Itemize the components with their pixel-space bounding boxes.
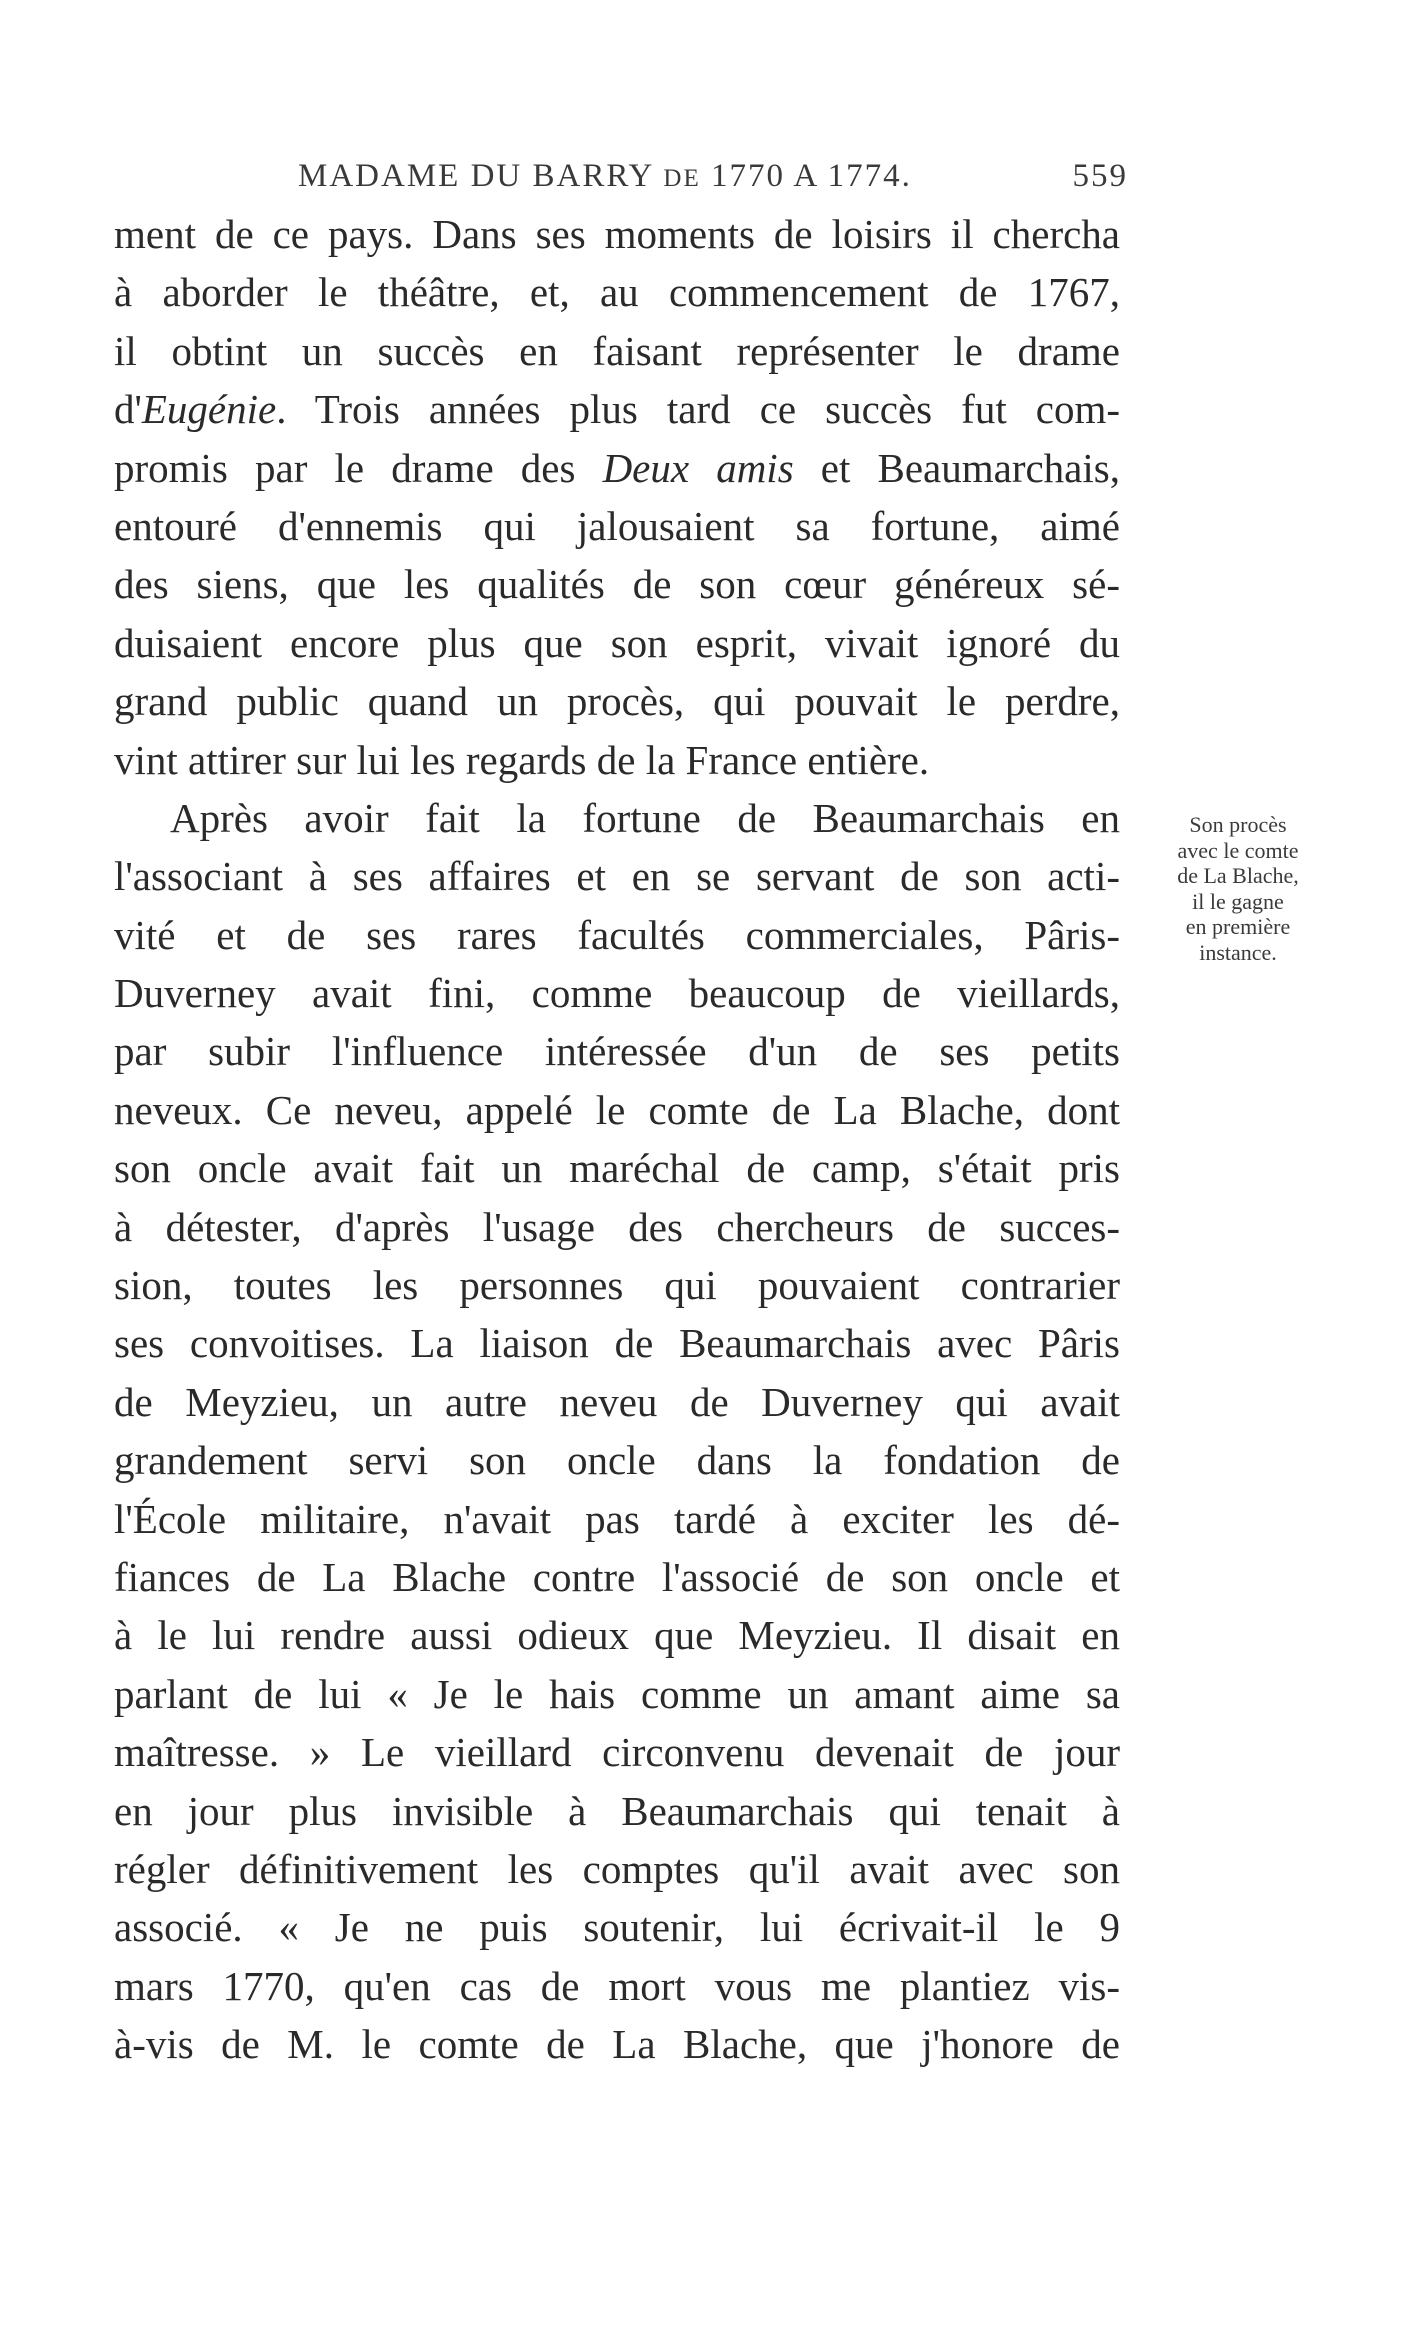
body-text — [114, 205, 1120, 2074]
text-line: neveux. Ce neveu, appelé le comte de La Blache, dont — [114, 1086, 1120, 1133]
running-head — [298, 158, 1128, 198]
text-line: fiances de La Blache contre l'associé de son oncle et — [114, 1553, 1120, 1600]
text-line: vité et de ses rares facultés commerciales, Pâris- — [114, 911, 1120, 958]
text-line: parlant de lui « Je le hais comme un amant aime sa — [114, 1670, 1120, 1717]
text-line: à le lui rendre aussi odieux que Meyzieu. Il disait en — [114, 1612, 1120, 1659]
text-line: sion, toutes les personnes qui pouvaient contrarier — [114, 1262, 1120, 1309]
text-line: régler définitivement les comptes qu'il avait avec son — [114, 1845, 1120, 1892]
text-line: des siens, que les qualités de son cœur généreux sé- — [114, 561, 1120, 608]
text-line: à aborder le théâtre, et, au commencement de 1767, — [114, 269, 1120, 316]
margin-note-line: il le gagne — [1192, 888, 1284, 914]
text-line: ment de ce pays. Dans ses moments de loisirs il chercha — [114, 211, 1120, 257]
text-line: l'École militaire, n'avait pas tardé à exciter les dé- — [114, 1495, 1120, 1542]
text-line: son oncle avait fait un maréchal de camp, s'était pris — [114, 1145, 1120, 1192]
italic-title-eugenie: Eugénie — [141, 386, 277, 433]
text-line: de Meyzieu, un autre neveu de Duverney qui avait — [114, 1378, 1120, 1425]
text-line: en jour plus invisible à Beaumarchais qui tenait à — [114, 1787, 1120, 1834]
margin-note-line: Son procès — [1189, 812, 1287, 837]
text-line: l'associant à ses affaires et en se servant de son acti- — [114, 853, 1120, 900]
text-line: à détester, d'après l'usage des chercheurs de succes- — [114, 1203, 1120, 1250]
page-number: 559 — [1072, 158, 1128, 194]
italic-title-deux-amis: Deux amis — [602, 444, 794, 491]
text-line: entouré d'ennemis qui jalousaient sa fortune, aimé — [114, 502, 1120, 549]
text-line: à-vis de M. le comte de La Blache, que j'honore de — [114, 2021, 1120, 2068]
text-line — [114, 380, 1120, 438]
running-title-main: MADAME DU BARRY — [298, 158, 664, 194]
margin-note-line: avec le comte — [1177, 837, 1299, 863]
text-line: il obtint un succès en faisant représenter le drame — [114, 327, 1120, 374]
text-fragment: . Trois années plus tard ce succès fut com- — [276, 386, 1120, 433]
text-fragment: et Beaumarchais, — [793, 444, 1120, 491]
margin-note — [1138, 812, 1338, 965]
text-line: vint attirer sur lui les regards de la France entière. — [114, 736, 930, 783]
text-line: Duverney avait fini, comme beaucoup de vieillards, — [114, 970, 1120, 1017]
text-line: associé. « Je ne puis soutenir, lui écrivait-il le 9 — [114, 1904, 1120, 1951]
text-line — [114, 439, 1120, 497]
text-line: grandement servi son oncle dans la fondation de — [114, 1437, 1120, 1484]
text-line: ses convoitises. La liaison de Beaumarchais avec Pâris — [114, 1320, 1120, 1367]
text-line: maîtresse. » Le vieillard circonvenu devenait de jour — [114, 1729, 1120, 1776]
margin-note-line: de La Blache, — [1177, 863, 1299, 888]
text-fragment: promis par le drame des — [114, 444, 603, 491]
text-line: mars 1770, qu'en cas de mort vous me plantiez vis- — [114, 1962, 1120, 2009]
text-line: Après avoir fait la fortune de Beaumarchais en — [170, 794, 1120, 841]
margin-note-line: instance. — [1199, 939, 1277, 965]
running-title-dates: 1770 A 1774. — [700, 158, 912, 194]
margin-note-line: en première — [1185, 914, 1291, 939]
text-line: par subir l'influence intéressée d'un de ses petits — [114, 1028, 1120, 1075]
text-fragment: d' — [114, 386, 142, 433]
running-title — [298, 158, 912, 195]
running-title-small: DE — [663, 165, 701, 192]
text-line: grand public quand un procès, qui pouvait le perdre, — [114, 678, 1120, 725]
text-line: duisaient encore plus que son esprit, vivait ignoré du — [114, 619, 1120, 666]
